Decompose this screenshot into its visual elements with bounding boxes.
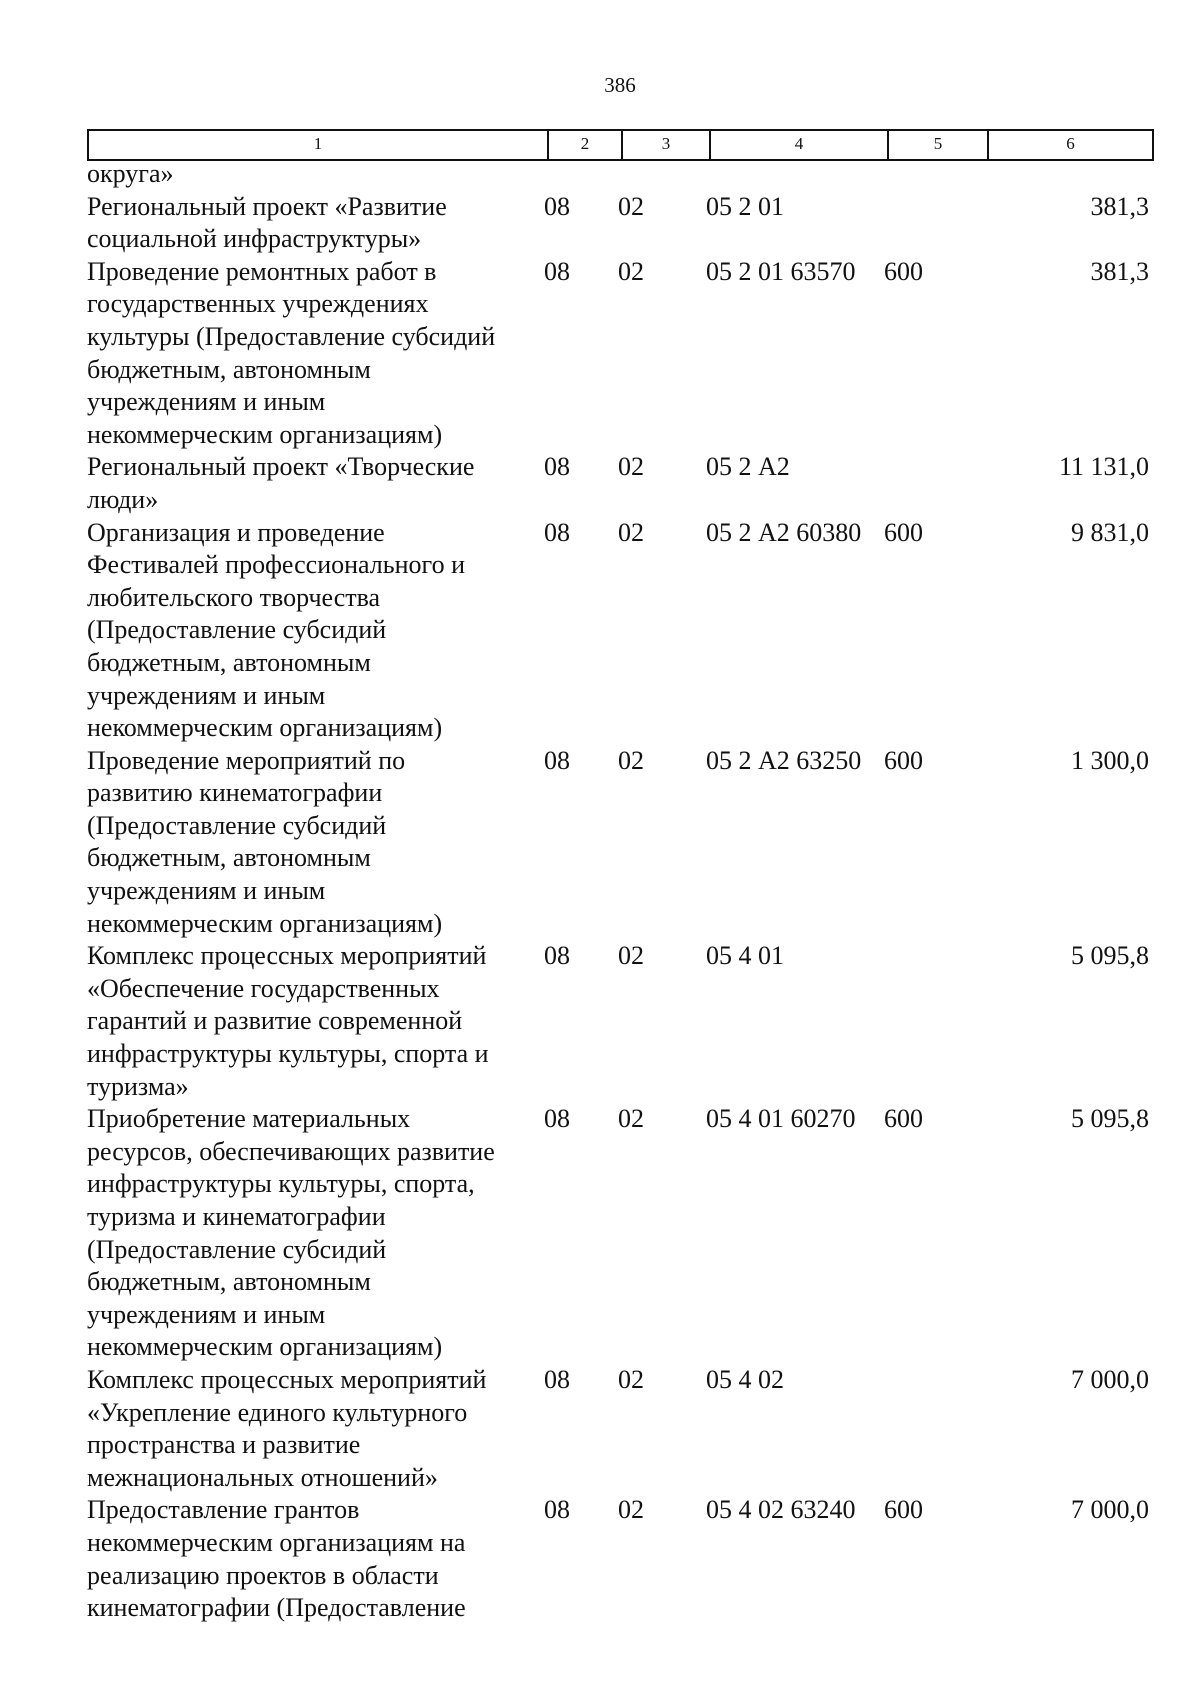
column-header-2: 2 (548, 130, 622, 160)
row-target-code: 05 2 А2 (706, 452, 790, 482)
column-header-5: 5 (888, 130, 988, 160)
row-expense-type: 600 (884, 745, 923, 775)
row-name: Региональный проект «Творческие люди» (87, 452, 475, 514)
row-name: Проведение мероприятий по развитию кинематографии (Предоставление субсидий бюджетным, автономным учреждениям и иным некоммерческим организациям) (87, 745, 443, 938)
row-name: Организация и проведение Фестивалей профессионального и любительского творчества (Предоставление субсидий бюджетным, автономным учреждениям и иным некоммерческим организациям) (87, 517, 465, 743)
table-row (0, 256, 1200, 452)
table-row (0, 1494, 1200, 1624)
column-header-3: 3 (622, 130, 710, 160)
table-row (0, 158, 1200, 191)
row-amount: 7 000,0 (1071, 1495, 1149, 1525)
row-subsection: 02 (618, 941, 644, 971)
row-section: 08 (544, 1104, 570, 1134)
row-target-code: 05 4 01 60270 (706, 1104, 856, 1134)
row-amount: 381,3 (1090, 191, 1149, 221)
table-row (0, 745, 1200, 941)
table-row (0, 191, 1200, 256)
row-expense-type: 600 (884, 256, 923, 286)
row-amount: 5 095,8 (1071, 1104, 1149, 1134)
table-row (0, 1103, 1200, 1364)
row-target-code: 05 2 01 (706, 191, 784, 221)
row-amount: 9 831,0 (1071, 517, 1149, 547)
column-header-4: 4 (710, 130, 888, 160)
table-row (0, 940, 1200, 1103)
column-header-table (87, 129, 1154, 161)
row-name: Приобретение материальных ресурсов, обеспечивающих развитие инфраструктуры культуры, спорта, туризма и кинематографии (Предоставление субсидий бюджетным, автономным учреждениям и иным некоммерческим организациям) (87, 1104, 495, 1362)
page-number: 386 (604, 73, 636, 97)
row-target-code: 05 4 02 63240 (706, 1495, 856, 1525)
row-amount: 381,3 (1090, 256, 1149, 286)
row-expense-type: 600 (884, 517, 923, 547)
row-subsection: 02 (618, 1104, 644, 1134)
row-subsection: 02 (618, 256, 644, 286)
row-name: округа» (87, 159, 174, 188)
row-amount: 7 000,0 (1071, 1364, 1149, 1394)
budget-table-body (0, 158, 1200, 1625)
row-section: 08 (544, 941, 570, 971)
row-subsection: 02 (618, 745, 644, 775)
row-expense-type: 600 (884, 1495, 923, 1525)
row-target-code: 05 2 01 63570 (706, 256, 856, 286)
row-target-code: 05 4 01 (706, 941, 784, 971)
row-subsection: 02 (618, 517, 644, 547)
row-name: Комплекс процессных мероприятий «Укрепление единого культурного пространства и развитие межнациональных отношений» (87, 1364, 487, 1492)
column-header-1: 1 (88, 130, 548, 160)
row-name: Комплекс процессных мероприятий «Обеспечение государственных гарантий и развитие современной инфраструктуры культуры, спорта и туризма» (87, 941, 489, 1101)
row-section: 08 (544, 1364, 570, 1394)
row-section: 08 (544, 1495, 570, 1525)
table-row (0, 1364, 1200, 1494)
row-subsection: 02 (618, 191, 644, 221)
row-name: Предоставление грантов некоммерческим организациям на реализацию проектов в области кинематографии (Предоставление (87, 1495, 466, 1623)
row-section: 08 (544, 191, 570, 221)
row-amount: 1 300,0 (1071, 745, 1149, 775)
row-amount: 11 131,0 (1058, 452, 1149, 482)
table-row (0, 451, 1200, 516)
row-target-code: 05 4 02 (706, 1364, 784, 1394)
row-section: 08 (544, 745, 570, 775)
row-target-code: 05 2 А2 63250 (706, 745, 862, 775)
row-subsection: 02 (618, 1495, 644, 1525)
row-name: Проведение ремонтных работ в государственных учреждениях культуры (Предоставление субсидий бюджетным, автономным учреждениям и иным некоммерческим организациям) (87, 256, 496, 449)
row-expense-type: 600 (884, 1104, 923, 1134)
row-subsection: 02 (618, 1364, 644, 1394)
row-section: 08 (544, 452, 570, 482)
row-subsection: 02 (618, 452, 644, 482)
column-header-6: 6 (988, 130, 1153, 160)
row-section: 08 (544, 517, 570, 547)
row-amount: 5 095,8 (1071, 941, 1149, 971)
row-name: Региональный проект «Развитие социальной инфраструктуры» (87, 191, 447, 254)
row-target-code: 05 2 А2 60380 (706, 517, 862, 547)
table-row (0, 517, 1200, 745)
row-section: 08 (544, 256, 570, 286)
